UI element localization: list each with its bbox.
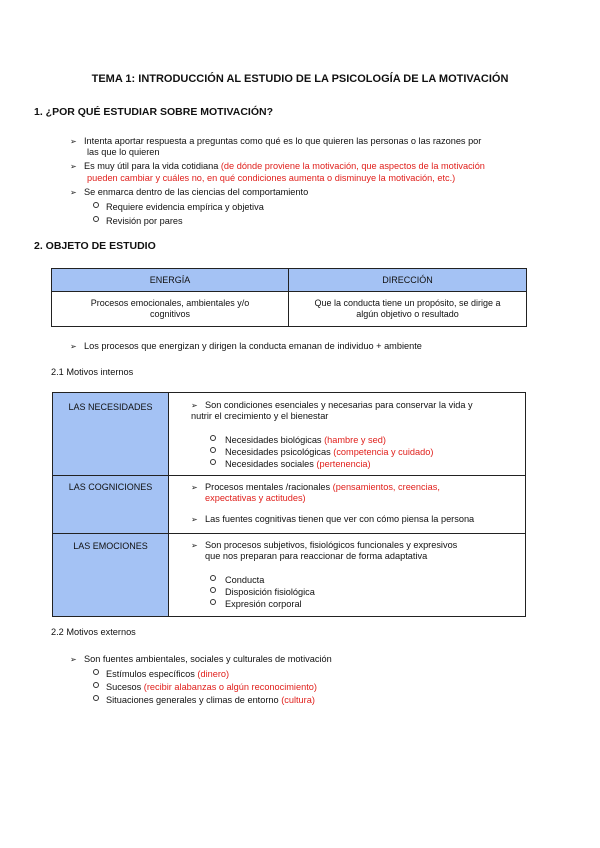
subsection-heading: 2.1 Motivos internos <box>51 367 134 377</box>
arrow-bullet-icon: ➢ <box>70 162 77 171</box>
circle-bullet-icon <box>92 667 102 677</box>
section2-heading: 2. OBJETO DE ESTUDIO <box>34 240 156 252</box>
circle-bullet-icon <box>209 573 219 583</box>
arrow-bullet-icon: ➢ <box>70 137 77 146</box>
circle-bullet-icon <box>92 214 102 224</box>
arrow-bullet-icon: ➢ <box>70 655 77 664</box>
circle-bullet-icon <box>92 680 102 690</box>
sub-list-item: Expresión corporal <box>209 597 302 610</box>
list-item: ➢ Son fuentes ambientales, sociales y culturales de motivación <box>70 654 332 664</box>
row-label-emociones: LAS EMOCIONES <box>53 534 169 617</box>
circle-bullet-icon <box>209 433 219 443</box>
arrow-bullet-icon: ➢ <box>191 515 198 524</box>
sub-list-item: Situaciones generales y climas de entorno (cultura) <box>92 693 315 706</box>
table-cell-direction: Que la conducta tiene un propósito, se dirige a algún objetivo o resultado <box>289 292 527 327</box>
page-title: TEMA 1: INTRODUCCIÓN AL ESTUDIO DE LA PSICOLOGÍA DE LA MOTIVACIÓN <box>91 73 509 85</box>
sub-list-item: Necesidades psicológicas (competencia y cuidado) <box>209 445 433 458</box>
subsection-heading: 2.2 Motivos externos <box>51 627 136 637</box>
row-label-cogniciones: LAS COGNICIONES <box>53 476 169 534</box>
circle-bullet-icon <box>92 693 102 703</box>
arrow-bullet-icon: ➢ <box>70 188 77 197</box>
row-content-emociones: ➢ Son procesos subjetivos, fisiológicos funcionales y expresivos que nos preparan para reaccionar de forma adaptativa Conducta Disposición fisiológica Expresión corporal <box>169 534 526 617</box>
list-item-continued: pueden cambiar y cuáles no, en qué condiciones aumenta o disminuye la motivación, etc.) <box>87 173 456 183</box>
sub-list-item: Necesidades biológicas (hambre y sed) <box>209 433 386 446</box>
list-item: ➢ Se enmarca dentro de las ciencias del comportamiento <box>70 187 309 197</box>
list-item: ➢ Los procesos que energizan y dirigen la conducta emanan de individuo + ambiente <box>70 341 422 351</box>
section1-heading: 1. ¿POR QUÉ ESTUDIAR SOBRE MOTIVACIÓN? <box>34 106 273 118</box>
arrow-bullet-icon: ➢ <box>70 342 77 351</box>
sub-list-item: Requiere evidencia empírica y objetiva <box>92 200 264 213</box>
sub-list-item: Conducta <box>209 573 264 586</box>
row-content-necesidades: ➢ Son condiciones esenciales y necesarias para conservar la vida y nutrir el crecimiento y el bienestar Necesidades biológicas (hambre y sed) Necesidades psicológicas (competencia y cuidado) Necesidades sociales (pertenencia) <box>169 393 526 476</box>
sub-list-item: Disposición fisiológica <box>209 585 315 598</box>
circle-bullet-icon <box>209 597 219 607</box>
circle-bullet-icon <box>92 200 102 210</box>
arrow-bullet-icon: ➢ <box>191 541 198 550</box>
internal-motives-table <box>52 392 526 617</box>
table-cell-energy: Procesos emocionales, ambientales y/o cognitivos <box>52 292 289 327</box>
circle-bullet-icon <box>209 585 219 595</box>
sub-list-item: Revisión por pares <box>92 214 183 227</box>
circle-bullet-icon <box>209 445 219 455</box>
energy-direction-table <box>51 268 527 327</box>
row-label-necesidades: LAS NECESIDADES <box>53 393 169 476</box>
list-item: ➢ Intenta aportar respuesta a preguntas como qué es lo que quieren las personas o las razones por <box>70 136 482 146</box>
list-item: ➢ Es muy útil para la vida cotidiana (de dónde proviene la motivación, que aspectos de la motivación <box>70 161 485 171</box>
sub-list-item: Sucesos (recibir alabanzas o algún reconocimiento) <box>92 680 317 693</box>
row-content-cogniciones: ➢ Procesos mentales /racionales (pensamientos, creencias, expectativas y actitudes) ➢ Las fuentes cognitivas tienen que ver con cómo piensa la persona <box>169 476 526 534</box>
table-header-direction: DIRECCIÓN <box>289 269 527 292</box>
circle-bullet-icon <box>209 457 219 467</box>
arrow-bullet-icon: ➢ <box>191 483 198 492</box>
sub-list-item: Estímulos específicos (dinero) <box>92 667 229 680</box>
table-header-energy: ENERGÍA <box>52 269 289 292</box>
sub-list-item: Necesidades sociales (pertenencia) <box>209 457 371 470</box>
arrow-bullet-icon: ➢ <box>191 401 198 410</box>
list-item-continued: las que lo quieren <box>87 147 160 157</box>
